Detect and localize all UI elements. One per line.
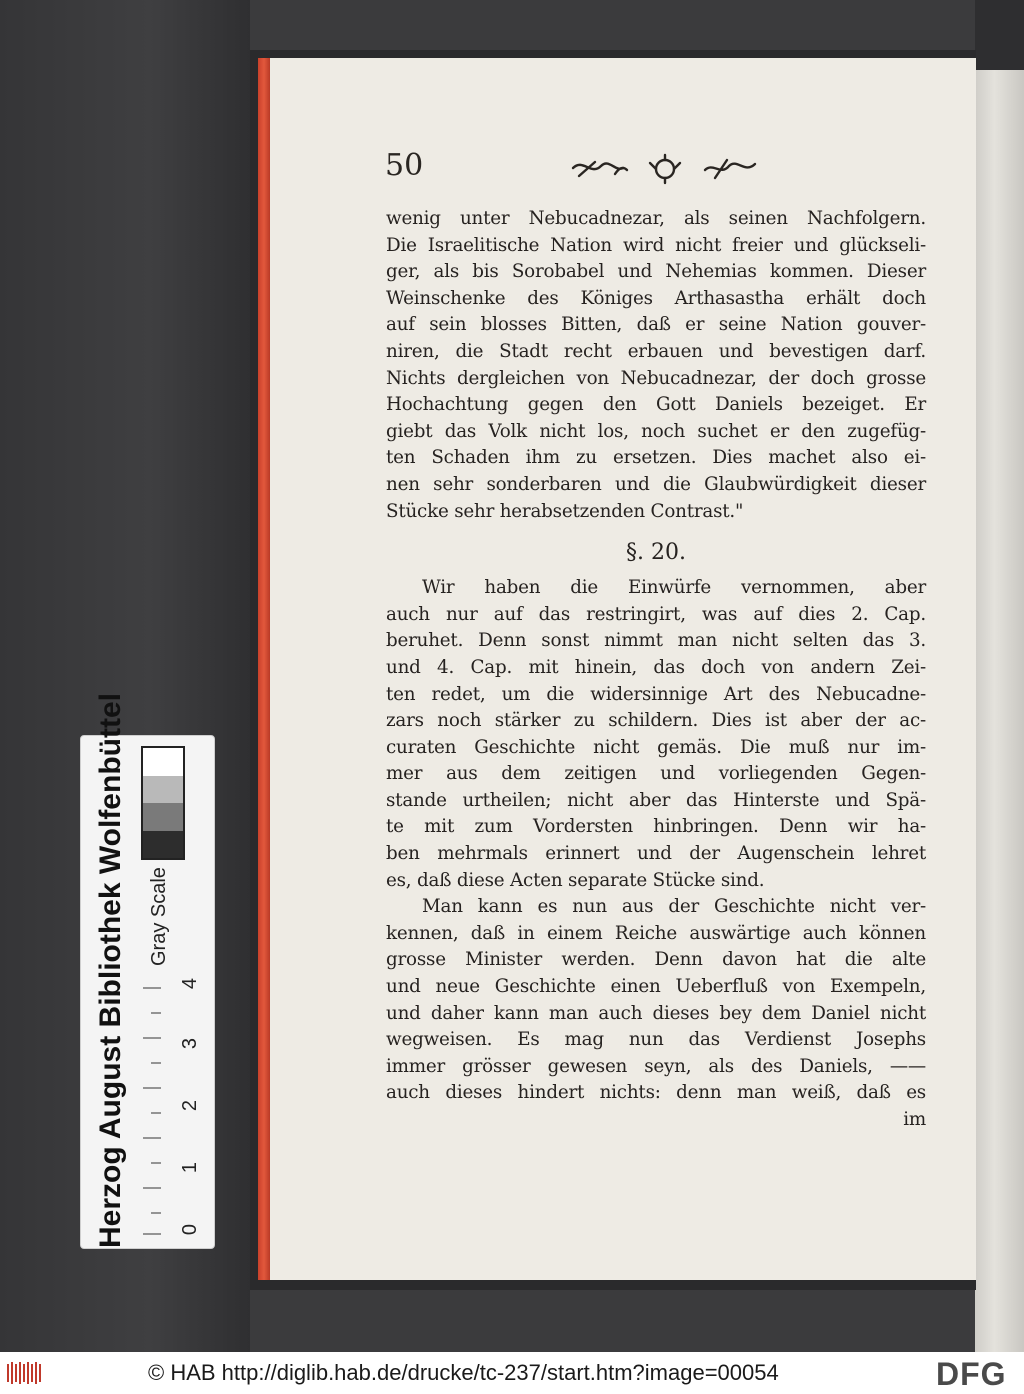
swatch-white [143, 748, 183, 776]
text-line: niren, die Stadt recht erbauen und bevestigen darf. [386, 340, 926, 362]
text-line: ger, als bis Sorobabel und Nehemias kommen. Dieser [386, 261, 926, 283]
text-line: auch nur auf das restringirt, was auf dies 2. Cap. [386, 603, 926, 625]
text-line: zars noch stärker zu schildern. Dies ist aber der ac- [386, 710, 926, 732]
text-line: wenig unter Nebucadnezar, als seinen Nachfolgern. [386, 208, 926, 229]
ornament-icon [565, 152, 765, 186]
text-line: giebt das Volk nicht los, noch suchet er den zugefüg- [386, 420, 926, 442]
text-line: kennen, daß in einem Reiche auswärtige auch können [386, 922, 926, 944]
ruler-number: 2 [179, 1099, 202, 1112]
page-red-edge [258, 58, 270, 1280]
text-line: Die Israelitische Nation wird nicht freier und glückseli- [386, 234, 926, 256]
text-line: Man kann es nun aus der Geschichte nicht ver- [422, 896, 926, 918]
text-line: und neue Geschichte einen Ueberfluß von Exempeln, [386, 976, 926, 998]
text-line: und 4. Cap. mit hinein, das doch von andern Zei- [386, 656, 926, 678]
text-line: nen sehr sonderbaren und die Glaubwürdigkeit dieser [386, 473, 926, 495]
text-line: Wir haben die Einwürfe vernommen, aber [422, 577, 926, 599]
page-header [385, 148, 945, 188]
text-line: stande urtheilen; nicht aber das Hinterste und Spä- [386, 789, 926, 811]
text-line: auf sein blosses Bitten, daß er seine Nation gouver- [386, 314, 926, 336]
ruler-number: 3 [179, 1037, 202, 1050]
ruler-number: 4 [179, 977, 202, 990]
text-line: wegweisen. Es mag nun das Verdienst Josephs [386, 1029, 926, 1051]
page-number: 50 [385, 148, 424, 183]
text-line: immer grösser gewesen seyn, als des Daniels, —— [386, 1055, 926, 1077]
text-line: auch dieses hindert nichts: denn man weiß, daß es [386, 1082, 926, 1104]
paragraph-section-b [386, 894, 926, 1107]
copyright-link[interactable]: © HAB http://diglib.hab.de/drucke/tc-237/start.htm?image=00054 [148, 1360, 779, 1385]
ruler-number: 0 [179, 1223, 202, 1236]
text-line: te mit zum Vordersten hinbringen. Denn wir ha- [386, 816, 926, 838]
text-line: und daher kann man auch dieses bey dem Daniel nicht [386, 1002, 926, 1024]
swatch-light-gray [143, 776, 183, 804]
text-line: beruhet. Denn sonst nimmt man nicht selten das 3. [386, 630, 926, 652]
text-line: ten redet, um die widersinnige Art des Nebucadne- [386, 683, 926, 705]
catchword: im [903, 1109, 926, 1130]
library-name: Herzog August Bibliothek Wolfenbüttel [94, 693, 127, 1248]
ruler-icon [143, 986, 161, 1236]
paragraph-section-a [386, 575, 926, 894]
paragraph-top [386, 206, 926, 525]
text-line: curaten Geschichte nicht gemäs. Die muß nur im- [386, 736, 926, 758]
text-line: es, daß diese Acten separate Stücke sind. [386, 869, 765, 891]
section-heading: §. 20. [626, 540, 686, 566]
scan-backdrop-right [975, 0, 1024, 1352]
gray-scale-label: Gray Scale [148, 867, 170, 966]
book-page [270, 58, 976, 1280]
text-line: mer aus dem zeitigen und vorliegenden Gegen- [386, 763, 926, 785]
text-line: ben mehrmals erinnert und der Augenschein lehret [386, 843, 926, 865]
text-line: Stücke sehr herabsetzenden Contrast." [386, 500, 744, 522]
dfg-logo: DFG [936, 1356, 1007, 1392]
text-line: grosse Minister werden. Denn davon hat die alte [386, 949, 926, 971]
text-line: Weinschenke des Königes Arthasastha erhält doch [386, 287, 926, 309]
footer-bar [0, 1352, 1024, 1394]
scan-backdrop-corner [975, 0, 1024, 70]
ruler-number: 1 [179, 1161, 202, 1174]
barcode-icon [6, 1360, 42, 1386]
page-text [386, 206, 926, 1134]
text-line: Hochachtung gegen den Gott Daniels bezeiget. Er [386, 394, 926, 416]
text-line: ten Schaden ihm zu ersetzen. Dies machet also ei- [386, 447, 926, 469]
color-calibration-chart [80, 693, 215, 1249]
text-line: Nichts dergleichen von Nebucadnezar, der doch grosse [386, 367, 926, 389]
